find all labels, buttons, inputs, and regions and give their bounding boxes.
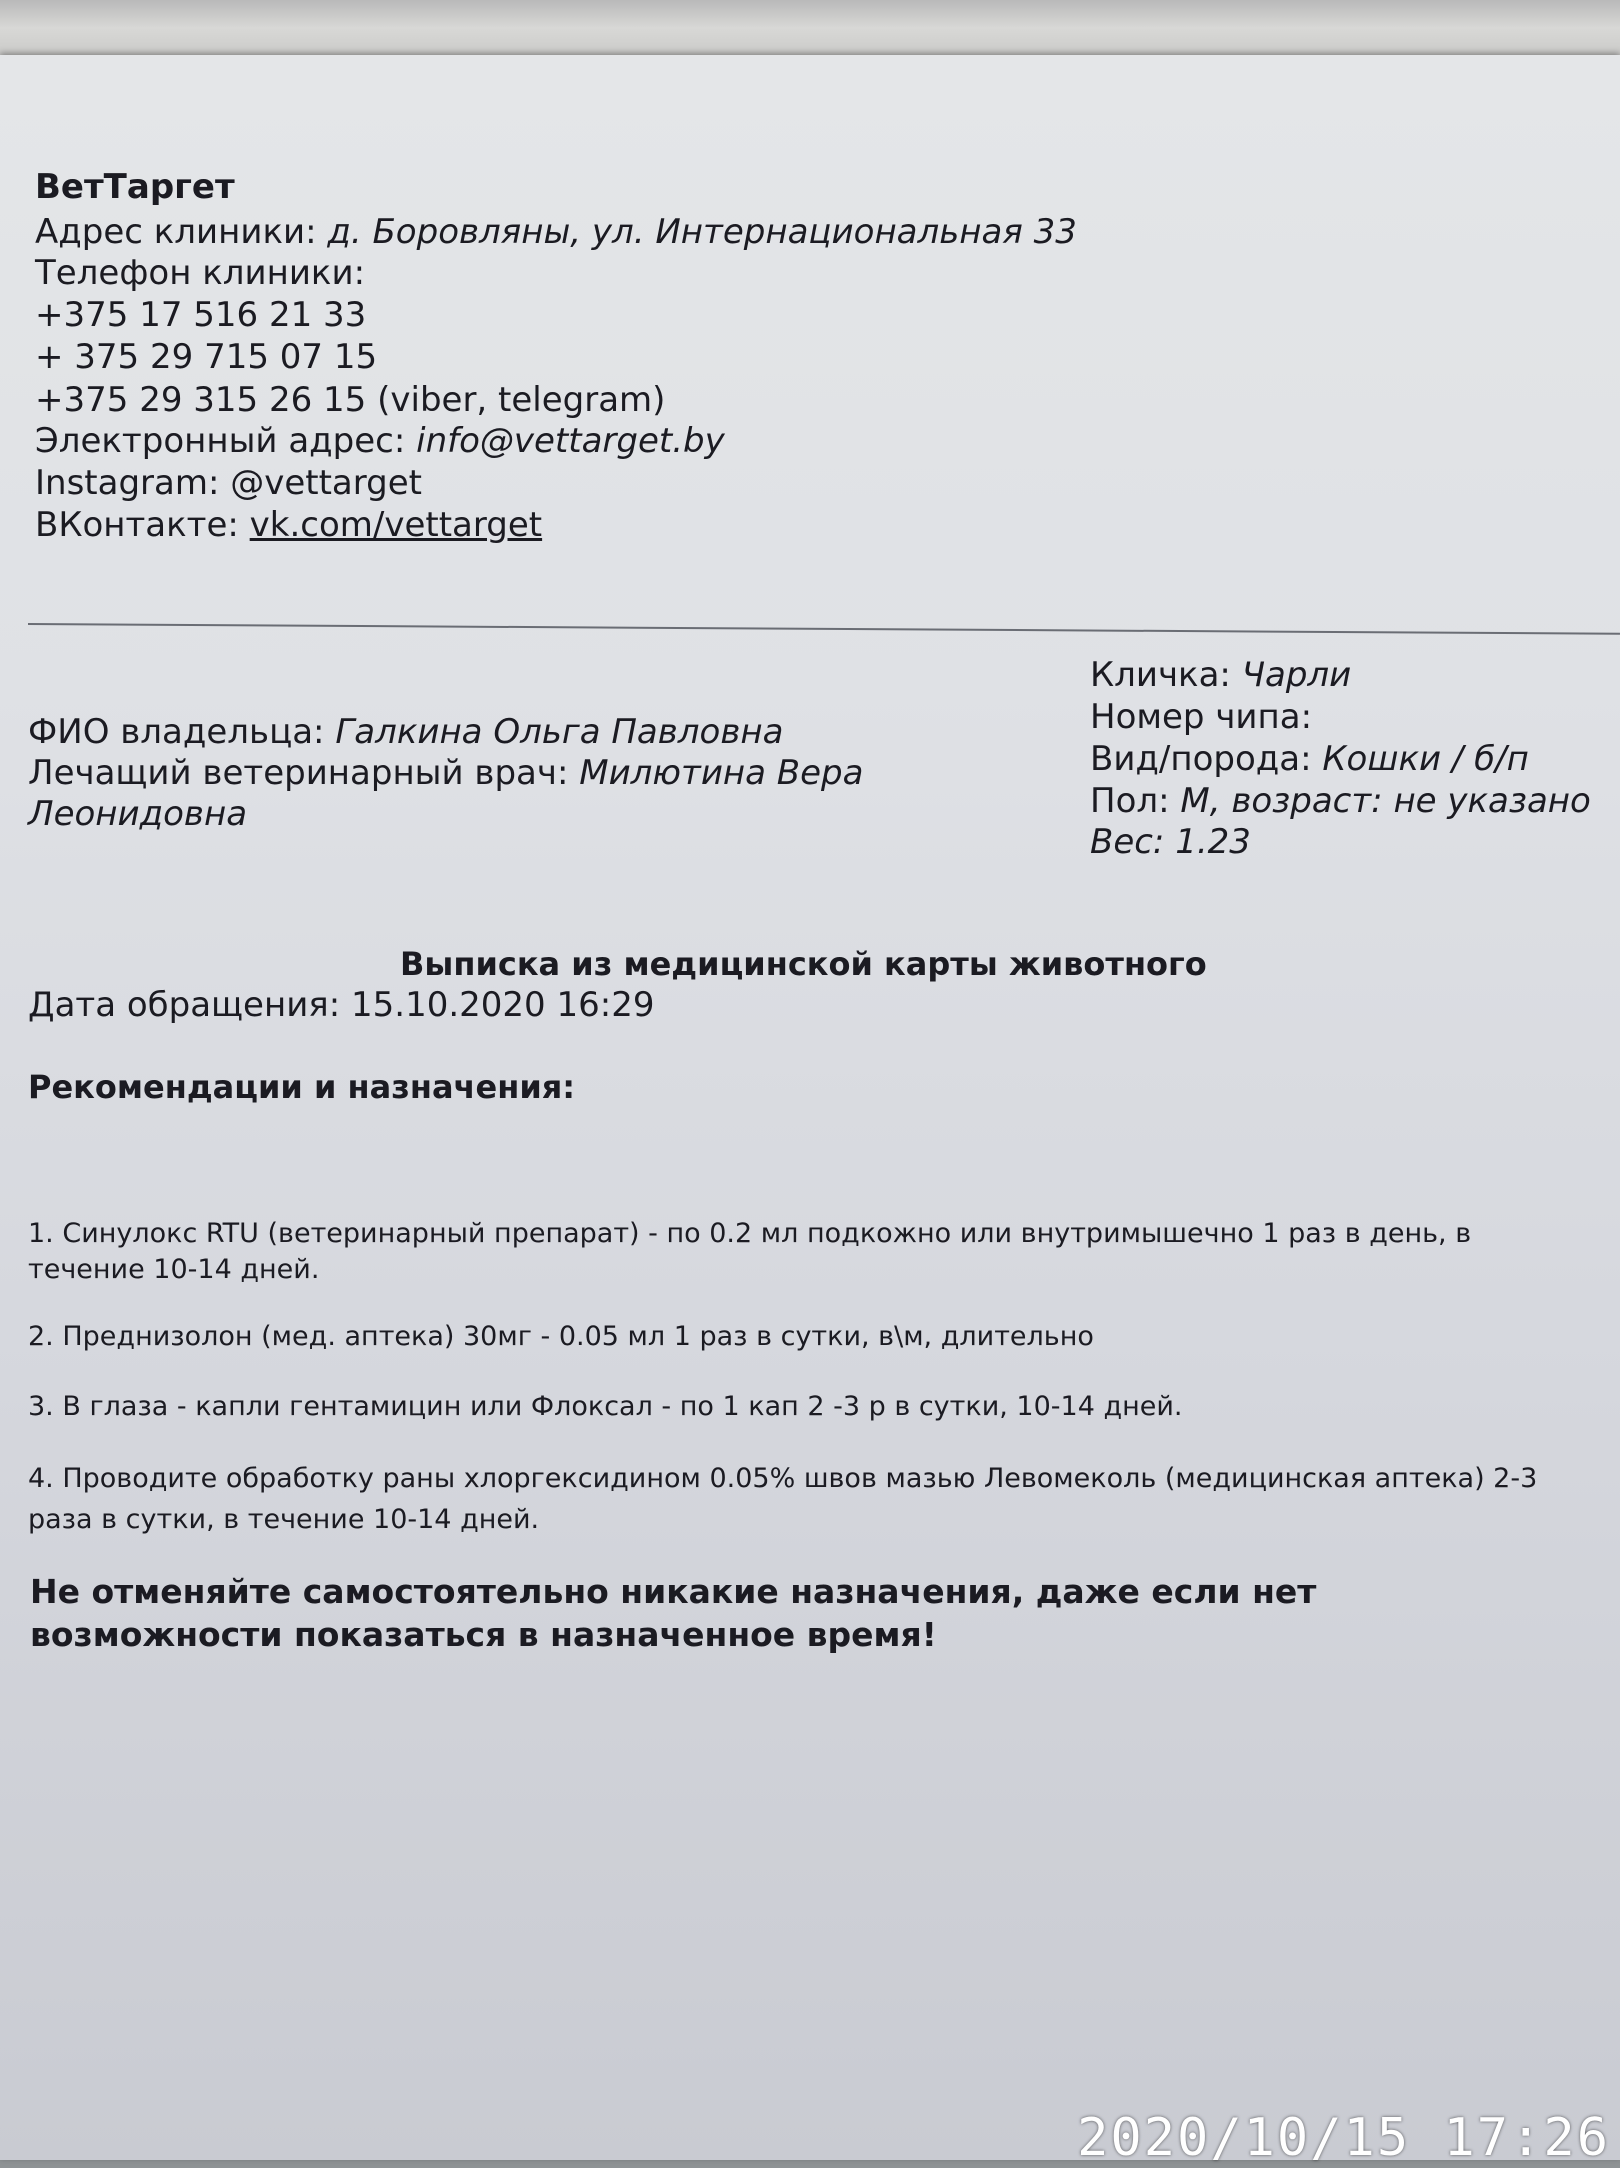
address-value: д. Боровляны, ул. Интернациональная 33 <box>327 212 1077 252</box>
vet-value-1: Милютина Вера <box>579 753 864 793</box>
document-page <box>0 55 1620 2168</box>
vet-label: Лечащий ветеринарный врач: <box>28 753 580 793</box>
recommendation-4b: раза в сутки, в течение 10-14 дней. <box>28 1504 540 1535</box>
pet-weight: Вес: 1.23 <box>1090 822 1251 862</box>
pet-chip: Номер чипа: <box>1090 697 1313 737</box>
email-value[interactable]: info@vettarget.by <box>416 421 725 461</box>
phone-3: +375 29 315 26 15 (viber, telegram) <box>35 380 666 420</box>
phone-2: + 375 29 715 07 15 <box>35 337 378 377</box>
vet-value-2: Леонидовна <box>28 794 248 834</box>
owner-value: Галкина Ольга Павловна <box>335 712 784 752</box>
photo-timestamp: 2020/10/15 17:26 <box>1077 2108 1610 2168</box>
vk-label: ВКонтакте: <box>35 505 250 545</box>
clinic-address <box>35 212 1077 252</box>
pet-name-label: Кличка: <box>1090 655 1242 695</box>
section-divider <box>28 623 1620 635</box>
owner-label: ФИО владельца: <box>28 712 336 752</box>
recommendation-1a: 1. Синулокс RTU (ветеринарный препарат) - по 0.2 мл подкожно или внутримышечно 1 раз в день, в <box>28 1218 1472 1249</box>
email-label: Электронный адрес: <box>35 421 417 461</box>
phone-1: +375 17 516 21 33 <box>35 295 367 335</box>
recommendation-2: 2. Преднизолон (мед. аптека) 30мг - 0.05 мл 1 раз в сутки, в\м, длительно <box>28 1321 1094 1352</box>
sex-label: Пол: <box>1090 781 1181 821</box>
clinic-email <box>35 421 725 461</box>
vet-line <box>28 753 863 793</box>
age-label: возраст: <box>1231 781 1394 821</box>
pet-sex-age <box>1090 781 1591 821</box>
pet-name <box>1090 655 1351 695</box>
warning-line-1: Не отменяйте самостоятельно никакие назначения, даже если нет <box>30 1572 1317 1611</box>
section-heading: Рекомендации и назначения: <box>28 1068 576 1106</box>
clinic-name: ВетТаргет <box>35 167 235 207</box>
pet-breed <box>1090 739 1529 779</box>
clinic-vk <box>35 505 542 545</box>
pet-name-value: Чарли <box>1241 655 1352 695</box>
visit-date: Дата обращения: 15.10.2020 16:29 <box>28 985 655 1025</box>
address-label: Адрес клиники: <box>35 212 328 252</box>
owner-line <box>28 712 783 752</box>
breed-value: Кошки / б/п <box>1322 739 1529 779</box>
document-title: Выписка из медицинской карты животного <box>400 945 1207 983</box>
age-value: не указано <box>1393 781 1591 821</box>
breed-label: Вид/порода: <box>1090 739 1323 779</box>
recommendation-1b: течение 10-14 дней. <box>28 1254 320 1285</box>
recommendation-4a: 4. Проводите обработку раны хлоргексидином 0.05% швов мазью Левомеколь (медицинская аптека) 2-3 <box>28 1463 1538 1494</box>
sex-value: М, <box>1180 781 1232 821</box>
recommendation-3: 3. В глаза - капли гентамицин или Флоксал - по 1 кап 2 -3 р в сутки, 10-14 дней. <box>28 1391 1183 1422</box>
phone-label: Телефон клиники: <box>35 253 366 293</box>
warning-line-2: возможности показаться в назначенное время! <box>30 1615 937 1654</box>
clinic-instagram: Instagram: @vettarget <box>35 463 422 503</box>
vk-link[interactable]: vk.com/vettarget <box>249 505 543 545</box>
